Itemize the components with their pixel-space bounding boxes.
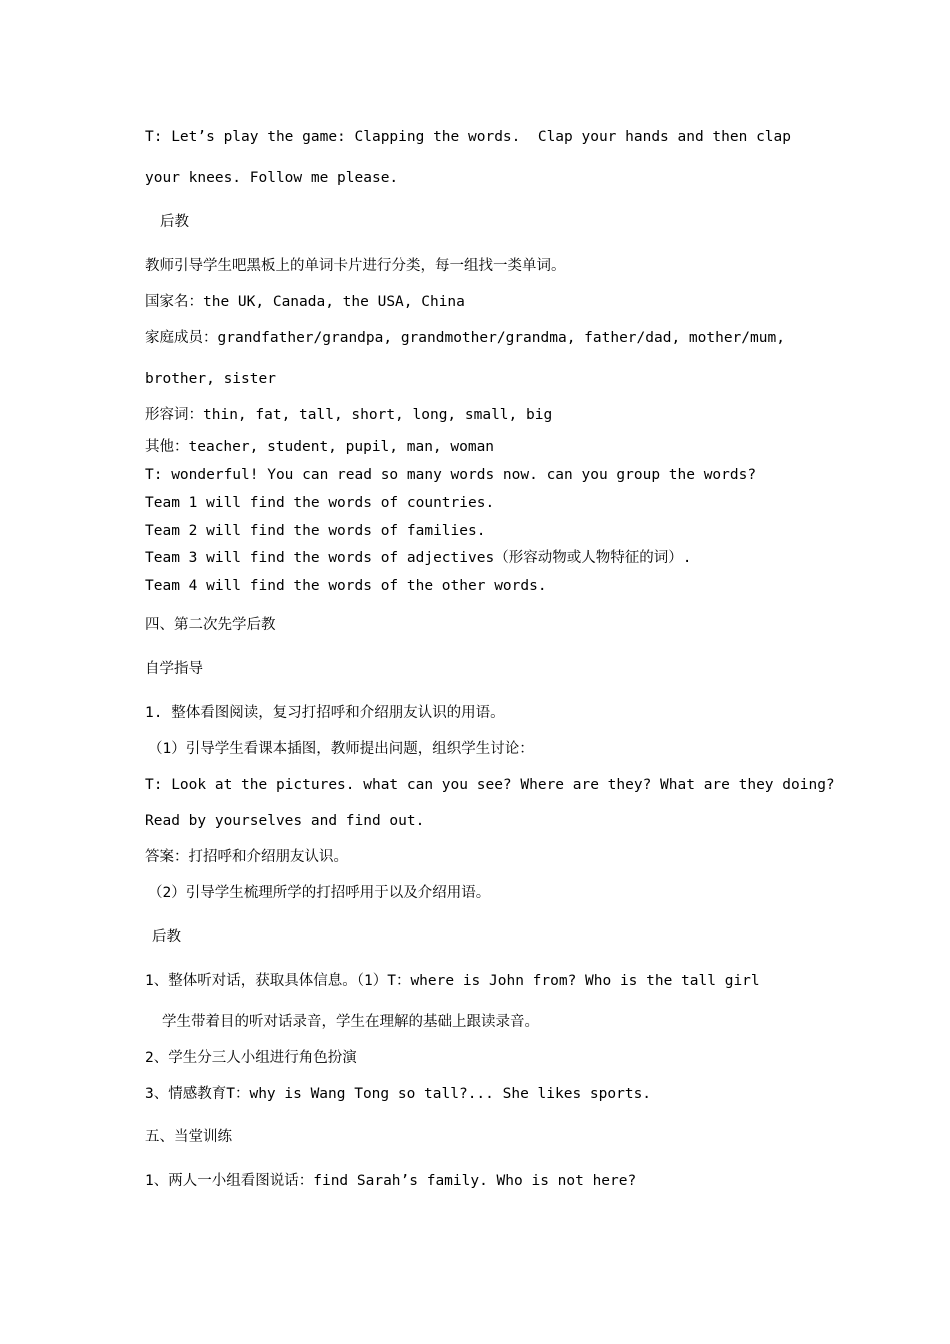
text-line: T: Let’s play the game: Clapping the words. Clap your hands and then clap (145, 129, 792, 145)
text-line: 教师引导学生吧黑板上的单词卡片进行分类，每一组找一类单词。 (145, 258, 566, 274)
text-line: 1、两人一小组看图说话：find Sarah’s family. Who is not here? (145, 1173, 637, 1189)
text-line: T: Look at the pictures. what can you see? Where are they? What are they doing? (145, 777, 835, 793)
text-line: Team 4 will find the words of the other words. (145, 578, 547, 594)
text-line: 3、情感教育T：why is Wang Tong so tall?... She likes sports. (145, 1086, 652, 1102)
text-line: 国家名：the UK, Canada, the USA, China (145, 294, 465, 310)
text-line: （2）引导学生梳理所学的打招呼用于以及介绍用语。 (148, 885, 491, 901)
text-line: 家庭成员：grandfather/grandpa, grandmother/grandma, father/dad, mother/mum, (145, 330, 785, 346)
section-heading: 四、第二次先学后教 (145, 617, 276, 633)
text-line: 答案：打招呼和介绍朋友认识。 (145, 849, 348, 865)
text-line: your knees. Follow me please. (145, 170, 399, 186)
section-heading: 后教 (152, 929, 181, 945)
text-line: Team 3 will find the words of adjectives（形容动物或人物特征的词）. (145, 550, 692, 566)
text-line: T: wonderful! You can read so many words now. can you group the words? (145, 467, 757, 483)
text-line: （1）引导学生看课本插图，教师提出问题，组织学生讨论： (148, 741, 534, 757)
text-line: 形容词：thin, fat, tall, short, long, small, big (145, 407, 553, 423)
text-line: Team 1 will find the words of countries. (145, 495, 495, 511)
section-heading: 自学指导 (145, 661, 203, 677)
text-line: brother, sister (145, 371, 276, 387)
text-line: 其他：teacher, student, pupil, man, woman (145, 439, 495, 455)
section-heading: 五、当堂训练 (145, 1129, 232, 1145)
text-line: Read by yourselves and find out. (145, 813, 425, 829)
text-line: 1、整体听对话，获取具体信息。（1）T：where is John from? Who is the tall girl (145, 973, 760, 989)
section-heading: 后教 (160, 214, 189, 230)
text-line: 2、学生分三人小组进行角色扮演 (145, 1050, 357, 1066)
text-line: 1. 整体看图阅读，复习打招呼和介绍朋友认识的用语。 (145, 705, 505, 721)
text-line: 学生带着目的听对话录音，学生在理解的基础上跟读录音。 (162, 1014, 539, 1030)
text-line: Team 2 will find the words of families. (145, 523, 486, 539)
